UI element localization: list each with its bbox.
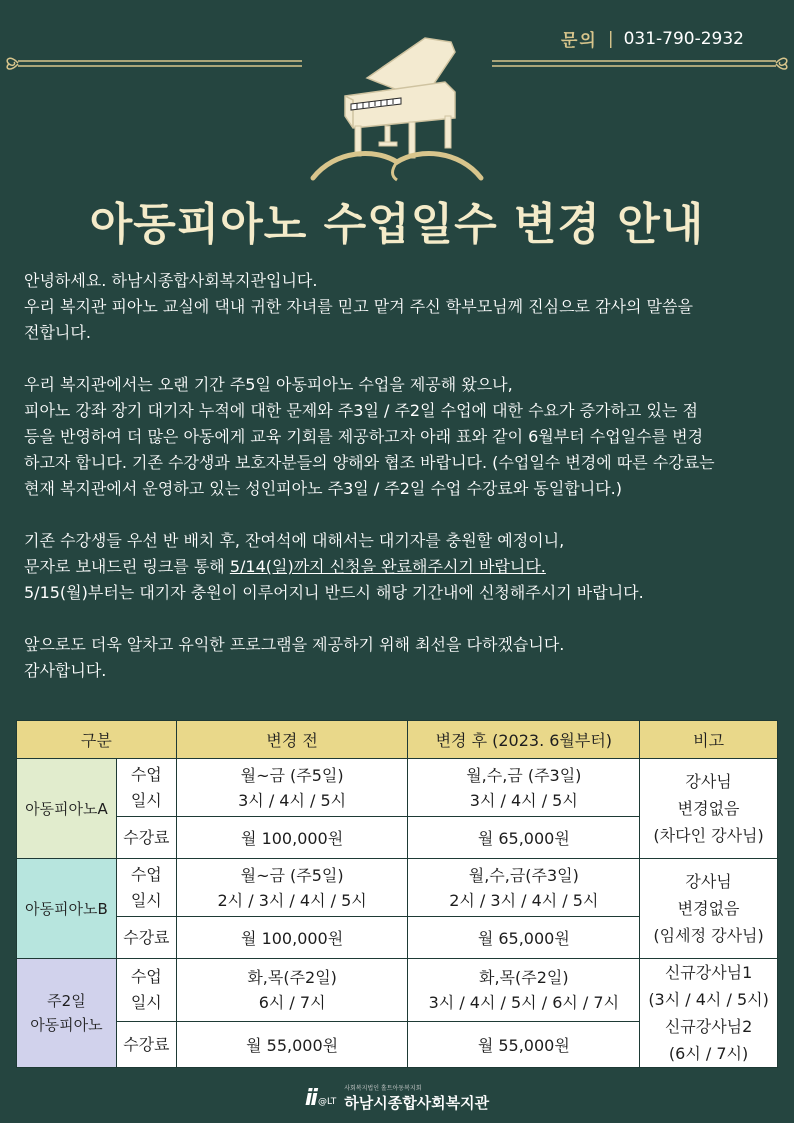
application-line-2-prefix: 문자로 보내드린 링크를 통해 [24, 557, 230, 576]
page-title: 아동피아노 수업일수 변경 안내 [89, 199, 705, 250]
footer-logo [0, 1083, 794, 1113]
after-fee: 월 55,000원 [408, 1022, 640, 1068]
ornament-left-icon [4, 50, 304, 80]
application-line-1: 기존 수강생들 우선 반 배치 후, 잔여석에 대해서는 대기자를 충원할 예정이니, [24, 531, 565, 550]
after-schedule: 월,수,금(주3일) 2시 / 3시 / 4시 / 5시 [408, 859, 640, 917]
holt-logo-mark: ii [304, 1085, 316, 1111]
fee-label: 수강료 [116, 817, 176, 859]
before-fee: 월 100,000원 [176, 917, 408, 959]
reason-paragraph: 우리 복지관에서는 오랜 기간 주5일 아동피아노 수업을 제공해 왔으나, 피아노 강좌 장기 대기자 누적에 대한 문제와 주3일 / 주2일 수업에 대한 수요가 증가하고 있는 점 등을 반영하여 더 많은 아동에게 교육 기회를 제공하고자 아래 표와 같이 6월부터 수업일수를 변경 하고자 합니다. 기존 수강생과 보호자분들의 양해와 협조 바랍니다. (수업일수 변경에 따른 수강료는 현재 복지관에서 운영하고 있는 성인피아노 주3일 / 주2일 수업 수강료와 동일합니다.) [24, 375, 715, 498]
header-after: 변경 후 (2023. 6월부터) [408, 721, 640, 759]
grand-piano-icon [305, 30, 490, 185]
before-schedule: 월~금 (주5일) 3시 / 4시 / 5시 [176, 759, 408, 817]
before-fee: 월 100,000원 [176, 817, 408, 859]
application-line-3: 5/15(월)부터는 대기자 충원이 이루어지니 반드시 해당 기간내에 신청해주시기 바랍니다. [24, 583, 644, 602]
after-fee: 월 65,000원 [408, 817, 640, 859]
after-schedule: 월,수,금 (주3일) 3시 / 4시 / 5시 [408, 759, 640, 817]
table-row [17, 759, 778, 817]
schedule-label: 수업 일시 [116, 759, 176, 817]
schedule-table [16, 720, 778, 1068]
table-row [17, 859, 778, 917]
contact-separator: | [607, 28, 614, 49]
note-cell: 신규강사님1 (3시 / 4시 / 5시) 신규강사님2 (6시 / 7시) [640, 959, 778, 1068]
closing-paragraph: 앞으로도 더욱 알차고 유익한 프로그램을 제공하기 위해 최선을 다하겠습니다. 감사합니다. [24, 635, 565, 680]
schedule-label: 수업 일시 [116, 959, 176, 1022]
group-name: 아동피아노B [17, 859, 117, 959]
before-schedule: 월~금 (주5일) 2시 / 3시 / 4시 / 5시 [176, 859, 408, 917]
header-before: 변경 전 [176, 721, 408, 759]
notice-body [24, 268, 784, 684]
parent-org-name: 사회복지법인 홀트아동복지회 [344, 1085, 422, 1092]
table-header-row [17, 721, 778, 759]
contact-label: 문의 [560, 31, 598, 51]
greeting-paragraph: 안녕하세요. 하남시종합사회복지관입니다. 우리 복지관 피아노 교실에 댁내 귀한 자녀를 믿고 맡겨 주신 학부모님께 진심으로 감사의 말씀을 전합니다. [24, 271, 693, 342]
header-category: 구분 [17, 721, 177, 759]
application-paragraph [24, 528, 784, 606]
before-schedule: 화,목(주2일) 6시 / 7시 [176, 959, 408, 1022]
holt-logo-sub: @LT [317, 1096, 337, 1107]
before-fee: 월 55,000원 [176, 1022, 408, 1068]
fee-label: 수강료 [116, 1022, 176, 1068]
group-name: 주2일 아동피아노 [17, 959, 117, 1068]
group-name: 아동피아노A [17, 759, 117, 859]
contact-info [561, 26, 744, 51]
contact-phone: 031-790-2932 [623, 28, 744, 49]
header-note: 비고 [640, 721, 778, 759]
org-name: 하남시종합사회복지관 [344, 1094, 490, 1112]
application-deadline: 5/14(일)까지 신청을 완료해주시기 바랍니다. [229, 557, 546, 576]
after-fee: 월 65,000원 [408, 917, 640, 959]
ornament-right-icon [490, 50, 790, 80]
fee-label: 수강료 [116, 917, 176, 959]
table-row [17, 959, 778, 1022]
after-schedule: 화,목(주2일) 3시 / 4시 / 5시 / 6시 / 7시 [408, 959, 640, 1022]
note-cell: 강사님 변경없음 (임세정 강사님) [640, 859, 778, 959]
schedule-label: 수업 일시 [116, 859, 176, 917]
note-cell: 강사님 변경없음 (차다인 강사님) [640, 759, 778, 859]
